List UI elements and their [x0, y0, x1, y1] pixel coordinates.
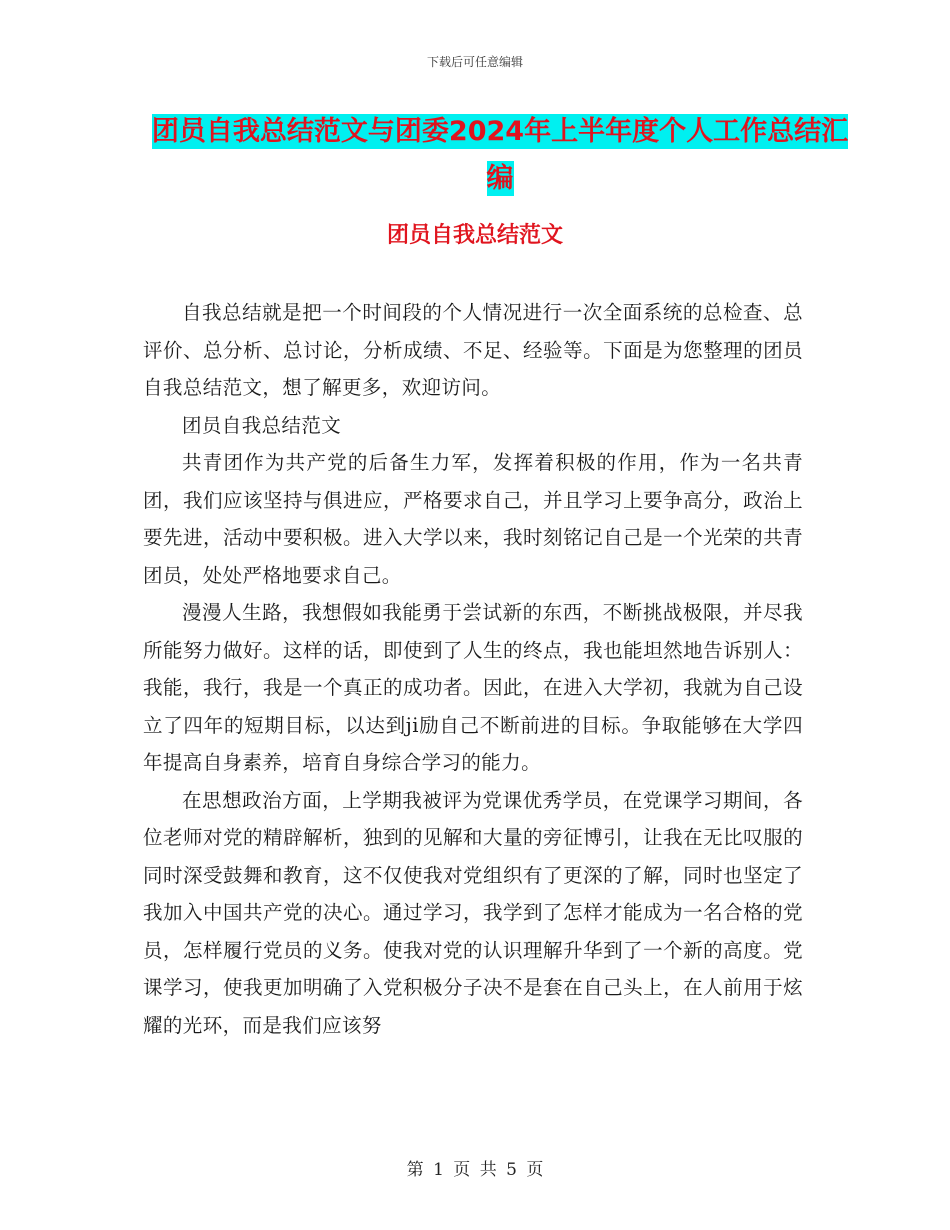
paragraph: 共青团作为共产党的后备生力军，发挥着积极的作用，作为一名共青团，我们应该坚持与俱进应，严格要求自己，并且学习上要争高分，政治上要先进，活动中要积极。进入大学以来，我时刻铭记自己是一个光荣的共青团员，处处严格地要求自己。	[143, 451, 803, 587]
document-title	[150, 108, 850, 202]
paragraph: 自我总结就是把一个时间段的个人情况进行一次全面系统的总检查、总评价、总分析、总讨论，分析成绩、不足、经验等。下面是为您整理的团员自我总结范文，想了解更多，欢迎访问。	[143, 301, 803, 399]
page-number: 第 1 页 共 5 页	[406, 1160, 544, 1180]
paragraph: 漫漫人生路，我想假如我能勇于尝试新的东西，不断挑战极限，并尽我所能努力做好。这样的话，即使到了人生的终点，我也能坦然地告诉别人：我能，我行，我是一个真正的成功者。因此，在进入大学初，我就为自己设立了四年的短期目标，以达到ji励自己不断前进的目标。争取能够在大学四年提高自身素养，培育自身综合学习的能力。	[143, 601, 803, 774]
document-body	[143, 294, 803, 1044]
section-title: 团员自我总结范文	[386, 223, 563, 248]
paragraph: 团员自我总结范文	[182, 413, 342, 437]
header-note: 下载后可任意编辑	[426, 55, 523, 69]
paragraph: 在思想政治方面，上学期我被评为党课优秀学员，在党课学习期间，各位老师对党的精辟解析，独到的见解和大量的旁征博引，让我在无比叹服的同时深受鼓舞和教育，这不仅使我对党组织有了更深的了解，同时也坚定了我加入中国共产党的决心。通过学习，我学到了怎样才能成为一名合格的党员，怎样履行党员的义务。使我对党的认识理解升华到了一个新的高度。党课学习，使我更加明确了入党积极分子决不是套在自己头上，在人前用于炫耀的光环，而是我们应该努	[143, 788, 803, 1037]
document-title-text: 团员自我总结范文与团委2024年上半年度个人工作总结汇编	[151, 116, 849, 194]
